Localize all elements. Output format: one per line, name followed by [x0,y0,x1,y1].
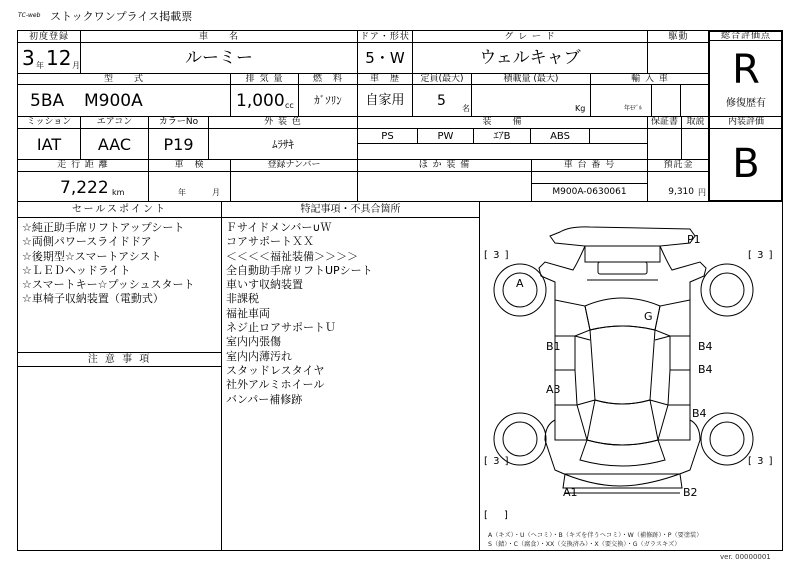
mileage: 7,222 [60,178,109,198]
list-item: 福祉車両 [226,306,270,320]
list-item: 全自動助手席リフトUPシート [226,263,373,277]
list-item: バンパー補修跡 [226,392,303,406]
grade-label: グ レ ー ド [504,32,556,42]
first-reg-year: 3 [22,46,35,70]
notes-title: 注 意 事 項 [87,354,152,365]
car-name: ルーミー [185,48,253,68]
car-diagram [494,227,753,493]
version: ver. 00000001 [720,553,771,561]
chassis-no: M900A-0630061 [552,187,627,197]
drive-label: 駆動 [668,32,689,42]
overall-eval-label: 総合評価点 [720,31,771,41]
first-reg-month: 12 [46,46,72,70]
exterior-color: ﾑﾗｻｷ [272,138,294,151]
exterior-color-label: 外 装 色 [264,117,302,127]
diagram-bracket: ] [504,510,509,521]
equipment-item: PS [381,131,394,142]
sales-points-list [22,221,195,307]
plate-label: 登録ナンバー [267,160,321,170]
import-label: 輸 入 車 [631,74,669,84]
interior-eval-grade: B [732,141,760,187]
inspection-month-unit: 月 [212,188,220,197]
mileage-unit: km [112,188,125,197]
warranty-label: 保証書 [650,117,678,127]
damage-label: B4 [698,340,713,353]
list-item: 車いす収納装置 [226,278,303,292]
mileage-label: 走 行 距 離 [57,160,109,170]
diagram-bracket: [ 3 ] [748,456,774,467]
equipment-label: 装 備 [482,117,523,127]
damage-label: A [516,277,524,290]
car-name-label: 車 名 [198,32,239,42]
damage-label: B1 [546,340,561,353]
damage-legend-line: S（錆）・C（腐食）・XX（交換済み）・X（要交換）・G（ガラスキズ） [488,541,681,548]
aircon-label: エアコン [96,117,133,127]
aircon: AAC [97,135,132,154]
chassis-no-label: 車 台 番 号 [563,160,616,170]
displacement: 1,000 [236,91,285,111]
list-item: Ｆサイドメンバー∪Ｗ [226,221,332,234]
list-item: ＜＜＜＜福祉装備＞＞＞＞ [226,249,358,263]
manual-label: 取説 [686,117,705,127]
door-shape: 5・W [365,49,405,67]
list-item: ☆両側パワースライドドア [22,235,152,249]
damage-label: A3 [546,383,561,396]
diagram-bracket: [ 3 ] [748,250,774,261]
list-item: 室内内薄汚れ [226,349,292,363]
sales-points-title: セールスポイント [71,204,168,215]
displacement-label: 排 気 量 [245,74,284,84]
special-equipment-title: 特記事項・不具合箇所 [300,204,401,215]
fuel-label: 燃 料 [312,74,343,84]
vehicle-type: 自家用 [365,93,405,108]
color-no: P19 [163,135,194,154]
diagram-bracket: [ [484,510,489,521]
damage-legend-line: A（キズ）・U（ヘコミ）・B（キズを伴うヘコミ）・W（補修跡）・P（要塗装） [488,532,703,539]
grade: ウェルキャブ [479,48,581,68]
damage-label: B4 [692,407,707,420]
inspection-year-unit: 年 [178,188,186,197]
diagram-bracket: [ 3 ] [484,250,510,261]
model-prefix: 5BA [30,91,65,111]
equipment-item: PW [437,131,454,142]
page-title: ストックワンプライス掲載票 [50,10,193,23]
list-item: ☆ＬＥＤヘッドライト [22,263,131,277]
list-item: 社外アルミホイール [226,378,325,392]
damage-label: G [644,310,653,323]
import-year-label: 年ﾓﾃﾞﾙ [624,105,643,112]
first-reg-year-unit: 年 [36,61,44,70]
list-item: ☆後期型☆スマートアシスト [22,249,162,263]
damage-label: B4 [698,363,713,376]
damage-label: A1 [563,486,578,499]
list-item: 室内内張傷 [226,335,281,349]
load-unit: Kg [575,104,586,113]
overall-eval-grade: R [732,47,760,93]
other-equipment-label: ほ か 装 備 [418,160,471,170]
vehicle-type-label: 車 歴 [369,74,400,84]
model: M900A [84,91,143,111]
list-item: ネジ止ロアサポートＵ [226,321,336,335]
list-item: スタッドレスタイヤ [226,363,325,377]
equipment-item: ｴｱB [493,131,511,142]
door-shape-label: ドア・形状 [360,32,410,42]
list-item: ☆スマートキー☆プッシュスタート [22,278,195,292]
first-reg-label: 初度登録 [28,32,69,42]
interior-eval-label: 内装評価 [727,117,764,127]
diagram-bracket: [ 3 ] [484,456,510,467]
capacity-label: 定員(最大) [420,74,464,84]
tc-web-logo: TC-web [18,12,41,19]
list-item: 非課税 [226,292,259,306]
damage-label: B2 [683,486,698,499]
equipment-item: ABS [550,131,570,142]
mission: IAT [36,135,62,154]
displacement-unit: cc [285,101,294,110]
mission-label: ミッション [26,117,72,127]
deposit: 9,310 [668,187,694,197]
list-item: ☆車椅子収納装置（電動式） [22,292,164,306]
capacity-unit: 名 [462,104,470,113]
deposit-label: 預託金 [663,160,694,170]
first-reg-month-unit: 月 [72,61,80,70]
capacity: 5 [437,93,446,109]
damage-label: P1 [687,233,701,246]
overall-eval-note: 修復歴有 [726,98,766,109]
list-item: コアサポートＸＸ [226,235,314,249]
deposit-unit: 円 [698,188,706,197]
color-no-label: カラーNo [158,117,199,127]
list-item: ☆純正助手席リフトアップシート [22,221,185,234]
model-label: 型 式 [103,74,144,84]
load-label: 積載量 (最大) [503,74,559,84]
fuel: ｶﾞｿﾘﾝ [314,94,342,107]
inspection-label: 車 検 [174,160,205,170]
special-equipment-list [226,221,373,407]
